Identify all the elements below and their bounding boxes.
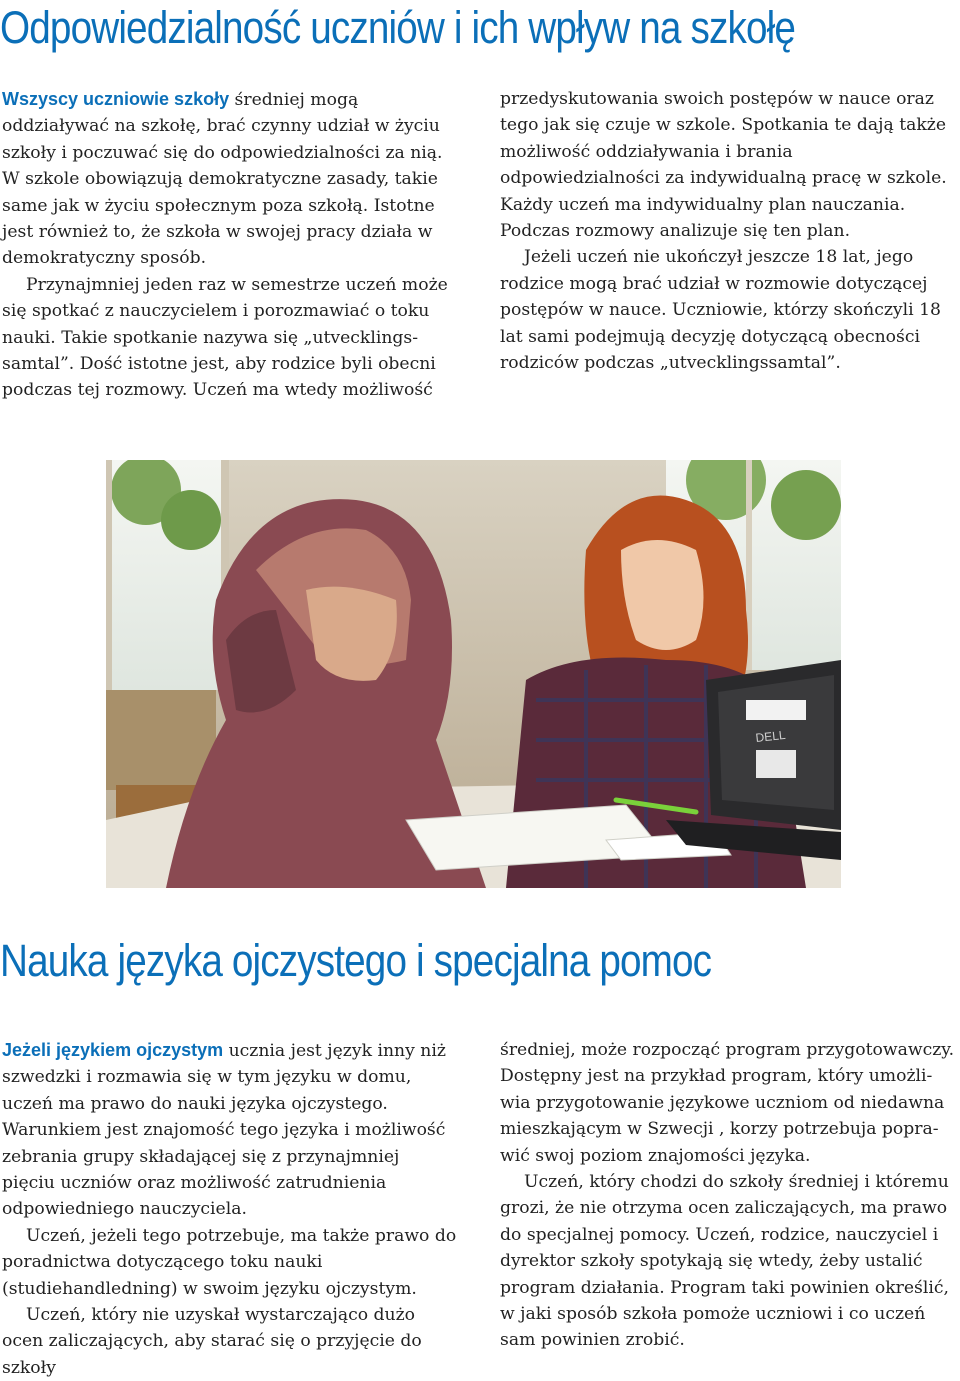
photo-illustration [106,460,841,888]
paragraph [2,86,457,272]
paragraph: przedyskutowania swoich postępów w nauce oraz tego jak się czuje w szkole. Spotkania te dają także możliwość oddziaływania i brania odpowiedzialności za indywidualną pracę w szkole. Każdy uczeń ma indywidualny plan nauczania. Podczas rozmowy analizuje się ten plan. [500,89,947,242]
section1-right-column [500,86,955,376]
paragraph: średniej, może rozpocząć program przygotowawczy. Dostępny jest na przykład program, który umożliwia przygotowanie językowe uczniom od niedawna mieszkającym w Szwecji , korzy potrzebuja poprawić swoj poziom znajomości języka. [500,1040,955,1166]
section2-left-column [2,1037,457,1381]
paragraph [2,1037,457,1223]
lead-phrase: Wszyscy uczniowie szkoły [2,89,230,109]
paragraph: Uczeń, jeżeli tego potrzebuje, ma także prawo do poradnictwa dotyczącego toku nauki (studiehandledning) w swoim języku ojczystym. [2,1225,457,1299]
paragraph: Jeżeli uczeń nie ukończył jeszcze 18 lat, jego rodzice mogą brać udział w rozmowie dotyczącej postępów w nauce. Uczniowie, którzy skończyli 18 lat sami podejmują decyzję dotyczącą obecności rodziców podczas „utvecklingssamtal”. [500,247,941,374]
paragraph: Uczeń, który chodzi do szkoły średniej i któremu grozi, że nie otrzyma ocen zaliczających, ma prawo do specjalnej pomocy. Uczeń, rodzice, nauczyciel i dyrektor szkoły spotykają się wtedy, żeby ustalić program działania. Program taki powinien określić, w jaki sposób szkoła pomoże uczniowi i co uczeń sam powinien zrobić. [500,1172,949,1351]
laptop-brand-label: DELL [754,727,787,745]
paragraph-text: ucznia jest język inny niż szwedzki i rozmawia się w tym języku w domu, uczeń ma prawo do nauki języka ojczystego. Warunkiem jest znajomość tego języka i możliwość zebrania grupy składającej się z przynajmniej pięciu uczniów oraz możliwość zatrudnienia odpowiedniego nauczyciela. [2,1041,446,1220]
section-title-language: Nauka języka ojczystego i specjalna pomoc [0,935,712,986]
section1-left-column [2,86,457,404]
section2-right-column [500,1037,955,1354]
students-photo [106,460,841,888]
paragraph-text: średniej mogą oddziaływać na szkołę, brać czynny udział w życiu szkoły i poczuwać się do odpowiedzialności za nią. W szkole obowiązują demokratyczne zasady, takie same jak w życiu społecznym poza szkołą. Istotne jest również to, że szkoła w swojej pracy działa w demokratyczny sposób. [2,90,443,269]
paragraph: Uczeń, który nie uzyskał wystarczająco dużo ocen zaliczających, aby starać się o przyjęcie do szkoły [2,1305,422,1378]
lead-phrase: Jeżeli językiem ojczystym [2,1040,224,1060]
section-title-responsibility: Odpowiedzialność uczniów i ich wpływ na szkołę [0,2,796,53]
paragraph: Przynajmniej jeden raz w semestrze uczeń może się spotkać z nauczycielem i porozmawiać o toku nauki. Takie spotkanie nazywa się „utvecklingssamtal”. Dość istotne jest, aby rodzice byli obecni podczas tej rozmowy. Uczeń ma wtedy możliwość [2,274,448,401]
